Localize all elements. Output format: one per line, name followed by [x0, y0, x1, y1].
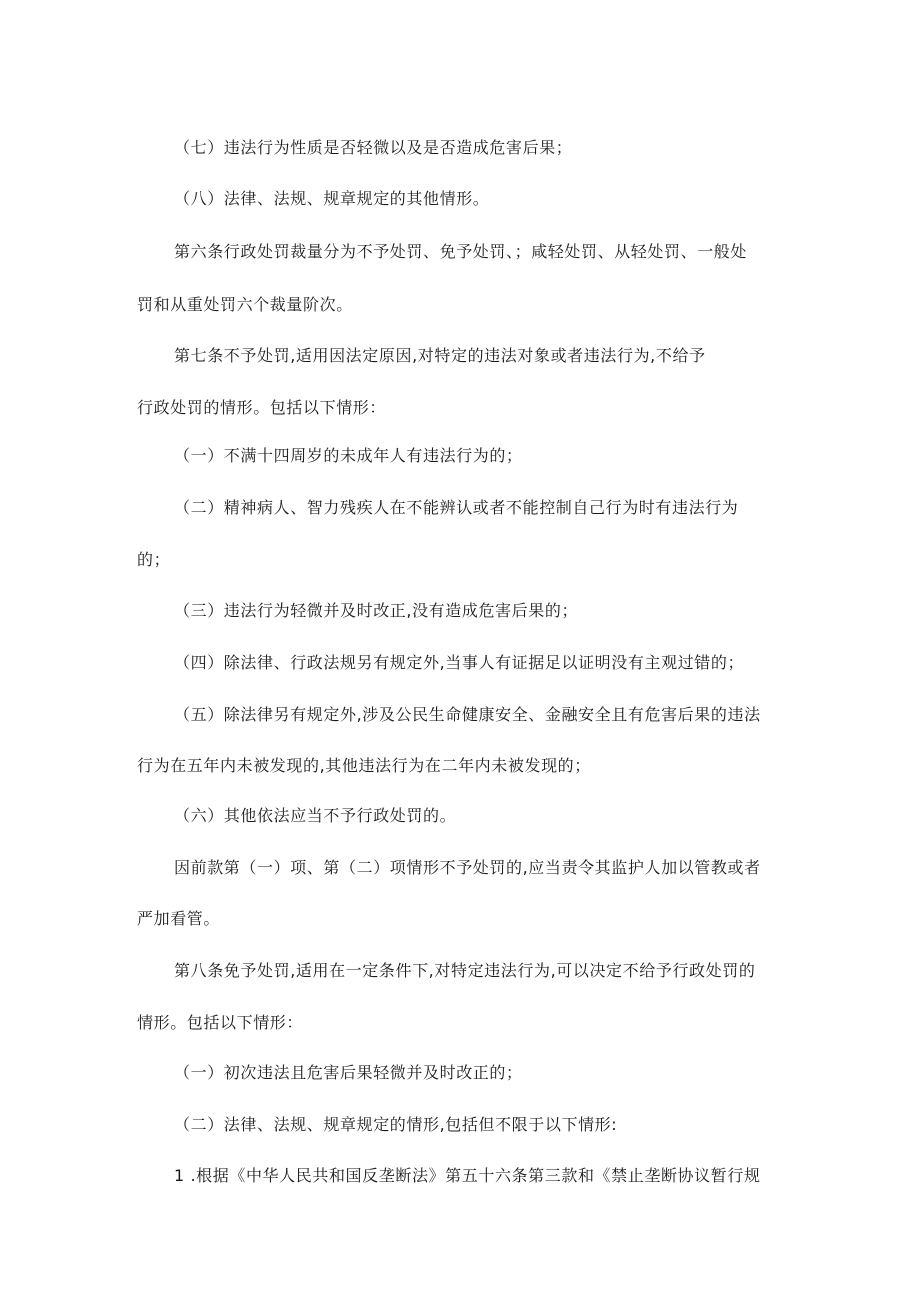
paragraph-line-a8-item-1: （一）初次违法且危害后果轻微并及时改正的； [174, 1063, 523, 1082]
paragraph-line-article-6-cont: 罚和从重处罚六个裁量阶次。 [137, 295, 353, 314]
paragraph-line-article-7-cont: 行政处罚的情形。包括以下情形： [137, 398, 387, 417]
paragraph-line-article-8-cont: 情形。包括以下情形： [137, 1013, 304, 1032]
paragraph-line-article-6: 第六条行政处罚裁量分为不予处罚、免予处罚、；咸轻处罚、从轻处罚、一般处 [174, 242, 748, 261]
paragraph-line-a8-subitem-1: 1 .根据《中华人民共和国反垄断法》第五十六条第三款和《禁止垄断协议暂行规 [174, 1166, 761, 1185]
paragraph-line-a7-item-5: （五）除法律另有规定外,涉及公民生命健康安全、金融安全且有危害后果的违法 [174, 705, 761, 724]
paragraph-line-a7-item-2: （二）精神病人、智力残疾人在不能辨认或者不能控制自己行为时有违法行为 [174, 498, 739, 517]
paragraph-line-a8-item-2: （二）法律、法规、规章规定的情形,包括但不限于以下情形: [174, 1115, 618, 1134]
paragraph-line-guardian: 因前款第（一）项、第（二）项情形不予处罚的,应当责令其监护人加以管教或者 [174, 858, 761, 877]
paragraph-line-article-8: 第八条免予处罚,适用在一定条件下,对特定违法行为,可以决定不给予行政处罚的 [174, 961, 756, 980]
paragraph-line-a7-item-1: （一）不满十四周岁的未成年人有违法行为的； [174, 446, 523, 465]
paragraph-line-a7-item-5-cont: 行为在五年内未被发现的,其他违法行为在二年内未被发现的； [137, 756, 591, 775]
paragraph-line-item-8: （八）法律、法规、规章规定的其他情形。 [174, 189, 490, 208]
paragraph-line-guardian-cont: 严加看管。 [137, 909, 221, 928]
paragraph-line-article-7: 第七条不予处罚,适用因法定原因,对特定的违法对象或者违法行为,不给予 [174, 346, 706, 365]
paragraph-line-a7-item-6: （六）其他依法应当不予行政处罚的。 [174, 806, 457, 825]
paragraph-line-a7-item-3: （三）违法行为轻微并及时改正,没有造成危害后果的； [174, 601, 579, 620]
paragraph-line-a7-item-4: （四）除法律、行政法规另有规定外,当事人有证据足以证明没有主观过错的； [174, 653, 745, 672]
paragraph-line-a7-item-2-cont: 的； [137, 550, 171, 569]
paragraph-line-item-7: （七）违法行为性质是否轻微以及是否造成危害后果； [174, 138, 573, 157]
